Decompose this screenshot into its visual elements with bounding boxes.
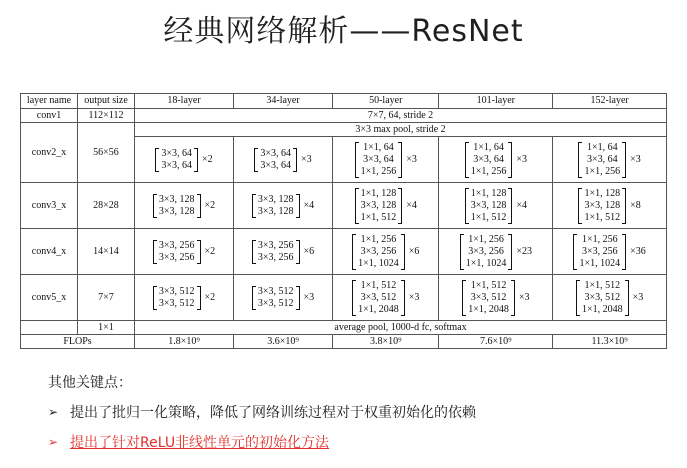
conv1-description: 7×7, 64, stride 2: [135, 109, 667, 123]
conv-spec: 3×3, 64: [260, 159, 292, 171]
residual-block: [153, 240, 215, 264]
block-multiplier: ×36: [630, 245, 646, 257]
block-cell: [553, 183, 667, 229]
conv-spec: 1×1, 1024: [358, 257, 399, 269]
conv-spec: 1×1, 256: [584, 165, 621, 177]
conv-spec: 1×1, 256: [468, 233, 504, 245]
table-row-flops: [21, 335, 667, 349]
block-multiplier: ×4: [406, 199, 417, 211]
bracket-matrix: [254, 148, 297, 172]
conv-spec: 1×1, 512: [584, 279, 621, 291]
conv-spec: 3×3, 512: [360, 291, 397, 303]
conv-spec: 3×3, 512: [584, 291, 621, 303]
bracket-matrix: [352, 234, 405, 270]
bracket-matrix: [155, 148, 198, 172]
residual-block: [465, 142, 527, 178]
residual-block: [460, 234, 532, 270]
residual-block: [352, 280, 419, 316]
conv-spec: 3×3, 256: [257, 239, 294, 251]
key-point-text: 提出了批归一化策略，降低了网络训练过程对于权重初始化的依赖: [70, 405, 476, 421]
block-cell: [135, 183, 234, 229]
block-cell: [333, 137, 439, 183]
residual-block: [254, 148, 311, 172]
conv-spec: 3×3, 256: [581, 245, 618, 257]
block-cell: [333, 275, 439, 321]
conv-spec: 1×1, 2048: [358, 303, 399, 315]
conv-spec: 3×3, 64: [161, 159, 193, 171]
conv-spec: 3×3, 128: [584, 199, 621, 211]
key-point-text: 提出了针对ReLU非线性单元的初始化方法: [70, 435, 330, 451]
resnet-architecture-table: [20, 93, 667, 349]
bracket-matrix: [153, 194, 201, 218]
conv-spec: 1×1, 512: [584, 211, 621, 223]
conv-spec: 3×3, 64: [161, 147, 193, 159]
key-point-item-highlighted: [48, 432, 476, 452]
table-row-conv1: [21, 109, 667, 123]
bracket-matrix: [252, 286, 300, 310]
conv-spec: 3×3, 256: [360, 245, 397, 257]
conv-spec: 1×1, 1024: [465, 257, 507, 269]
residual-block: [252, 240, 314, 264]
residual-block: [153, 286, 215, 310]
block-cell: [553, 229, 667, 275]
conv-spec: 1×1, 1024: [579, 257, 621, 269]
output-size: 112×112: [78, 109, 135, 123]
residual-block: [576, 280, 643, 316]
conv-spec: 3×3, 512: [470, 291, 507, 303]
conv-spec: 3×3, 128: [257, 205, 294, 217]
block-multiplier: ×3: [406, 153, 417, 165]
conv-spec: 3×3, 128: [158, 193, 195, 205]
conv-spec: 1×1, 512: [470, 279, 507, 291]
conv-spec: 3×3, 64: [473, 153, 504, 165]
conv-spec: 1×1, 64: [363, 141, 394, 153]
bracket-matrix: [355, 142, 403, 178]
stage-name: conv4_x: [21, 229, 78, 275]
residual-block: [252, 286, 314, 310]
flops-value: 3.6×10⁹: [234, 335, 333, 349]
conv-spec: 1×1, 128: [584, 187, 621, 199]
conv-spec: 3×3, 256: [257, 251, 294, 263]
stage-name: conv1: [21, 109, 78, 123]
bracket-matrix: [355, 188, 403, 224]
output-size: 7×7: [78, 275, 135, 321]
conv-spec: 3×3, 256: [158, 251, 195, 263]
bracket-matrix: [465, 142, 513, 178]
bracket-matrix: [153, 286, 201, 310]
flops-value: 1.8×10⁹: [135, 335, 234, 349]
flops-value: 7.6×10⁹: [439, 335, 553, 349]
bracket-matrix: [352, 280, 405, 316]
conv-spec: 1×1, 512: [470, 211, 507, 223]
output-size: 1×1: [78, 321, 135, 335]
block-multiplier: ×2: [204, 245, 216, 257]
block-multiplier: ×3: [303, 291, 315, 303]
conv-spec: 3×3, 512: [158, 285, 195, 297]
block-multiplier: ×23: [516, 245, 532, 257]
header-cell: output size: [78, 94, 135, 109]
flops-value: 3.8×10⁹: [333, 335, 439, 349]
bracket-matrix: [465, 188, 513, 224]
conv-spec: 1×1, 512: [360, 211, 397, 223]
table-row-final: [21, 321, 667, 335]
bracket-matrix: [576, 280, 629, 316]
key-point-item: [48, 402, 476, 422]
block-multiplier: ×3: [518, 291, 530, 303]
table-row-maxpool: [21, 123, 667, 137]
block-cell: [553, 137, 667, 183]
header-cell: 101-layer: [439, 94, 553, 109]
block-cell: [234, 229, 333, 275]
block-multiplier: ×2: [202, 153, 213, 165]
stage-name: conv5_x: [21, 275, 78, 321]
arrow-bullet-icon: ➢: [48, 405, 59, 419]
block-multiplier: ×3: [408, 291, 420, 303]
flops-value: 11.3×10⁹: [553, 335, 667, 349]
conv-spec: 3×3, 512: [158, 297, 195, 309]
header-cell: 34-layer: [234, 94, 333, 109]
block-multiplier: ×6: [408, 245, 420, 257]
block-multiplier: ×6: [303, 245, 315, 257]
output-size: 28×28: [78, 183, 135, 229]
header-cell: 152-layer: [553, 94, 667, 109]
conv-spec: 1×1, 64: [586, 141, 618, 153]
residual-block: [155, 148, 212, 172]
bracket-matrix: [460, 234, 513, 270]
block-cell: [135, 275, 234, 321]
conv-spec: 1×1, 128: [360, 187, 397, 199]
conv-spec: 1×1, 256: [360, 233, 397, 245]
block-cell: [234, 137, 333, 183]
residual-block: [355, 142, 417, 178]
block-cell: [553, 275, 667, 321]
maxpool-description: 3×3 max pool, stride 2: [135, 123, 667, 137]
block-multiplier: ×4: [303, 199, 315, 211]
block-cell: [234, 183, 333, 229]
conv-spec: 3×3, 256: [468, 245, 504, 257]
conv-spec: 3×3, 256: [158, 239, 195, 251]
conv-spec: 3×3, 128: [158, 205, 195, 217]
residual-block: [573, 234, 645, 270]
residual-block: [153, 194, 215, 218]
bracket-matrix: [252, 240, 300, 264]
page-title: 经典网络解析——ResNet: [163, 14, 524, 49]
block-cell: [439, 275, 553, 321]
table-row-conv5: [21, 275, 667, 321]
block-multiplier: ×3: [301, 153, 312, 165]
block-multiplier: ×3: [630, 153, 641, 165]
conv-spec: 1×1, 256: [360, 165, 397, 177]
header-cell: 50-layer: [333, 94, 439, 109]
block-multiplier: ×4: [516, 199, 527, 211]
header-cell: 18-layer: [135, 94, 234, 109]
conv-spec: 3×3, 64: [260, 147, 292, 159]
bracket-matrix: [462, 280, 515, 316]
conv-spec: 3×3, 128: [470, 199, 507, 211]
bracket-matrix: [578, 142, 626, 178]
conv-spec: 3×3, 64: [586, 153, 618, 165]
block-cell: [135, 137, 234, 183]
conv-spec: 3×3, 128: [257, 193, 294, 205]
residual-block: [355, 188, 417, 224]
block-cell: [439, 183, 553, 229]
residual-block: [465, 188, 527, 224]
block-multiplier: ×8: [630, 199, 641, 211]
stage-name: [21, 321, 78, 335]
block-multiplier: ×2: [204, 199, 216, 211]
output-size: 56×56: [78, 123, 135, 183]
header-cell: layer name: [21, 94, 78, 109]
key-points-heading: 其他关键点：: [48, 375, 132, 391]
block-multiplier: ×2: [204, 291, 216, 303]
output-size: 14×14: [78, 229, 135, 275]
conv-spec: 1×1, 256: [470, 165, 507, 177]
residual-block: [578, 188, 640, 224]
conv-spec: 1×1, 128: [470, 187, 507, 199]
table-row-conv4: [21, 229, 667, 275]
table-header-row: [21, 94, 667, 109]
bracket-matrix: [252, 194, 300, 218]
bracket-matrix: [573, 234, 626, 270]
conv-spec: 3×3, 64: [363, 153, 394, 165]
conv-spec: 1×1, 2048: [581, 303, 623, 315]
residual-block: [578, 142, 640, 178]
conv-spec: 1×1, 512: [360, 279, 397, 291]
block-cell: [439, 137, 553, 183]
flops-label: FLOPs: [21, 335, 135, 349]
residual-block: [462, 280, 529, 316]
final-description: average pool, 1000-d fc, softmax: [135, 321, 667, 335]
residual-block: [252, 194, 314, 218]
conv-spec: 3×3, 512: [257, 285, 294, 297]
stage-name: conv3_x: [21, 183, 78, 229]
key-points-section: [48, 372, 476, 452]
block-cell: [234, 275, 333, 321]
block-cell: [439, 229, 553, 275]
block-cell: [333, 229, 439, 275]
block-multiplier: ×3: [632, 291, 644, 303]
conv-spec: 1×1, 2048: [468, 303, 509, 315]
bracket-matrix: [153, 240, 201, 264]
table-row-conv3: [21, 183, 667, 229]
bracket-matrix: [578, 188, 626, 224]
block-cell: [333, 183, 439, 229]
block-multiplier: ×3: [516, 153, 527, 165]
conv-spec: 3×3, 128: [360, 199, 397, 211]
arrow-bullet-icon: ➢: [48, 435, 59, 449]
conv-spec: 3×3, 512: [257, 297, 294, 309]
conv-spec: 1×1, 64: [473, 141, 504, 153]
block-cell: [135, 229, 234, 275]
residual-block: [352, 234, 419, 270]
stage-name: conv2_x: [21, 123, 78, 183]
conv-spec: 1×1, 256: [581, 233, 618, 245]
